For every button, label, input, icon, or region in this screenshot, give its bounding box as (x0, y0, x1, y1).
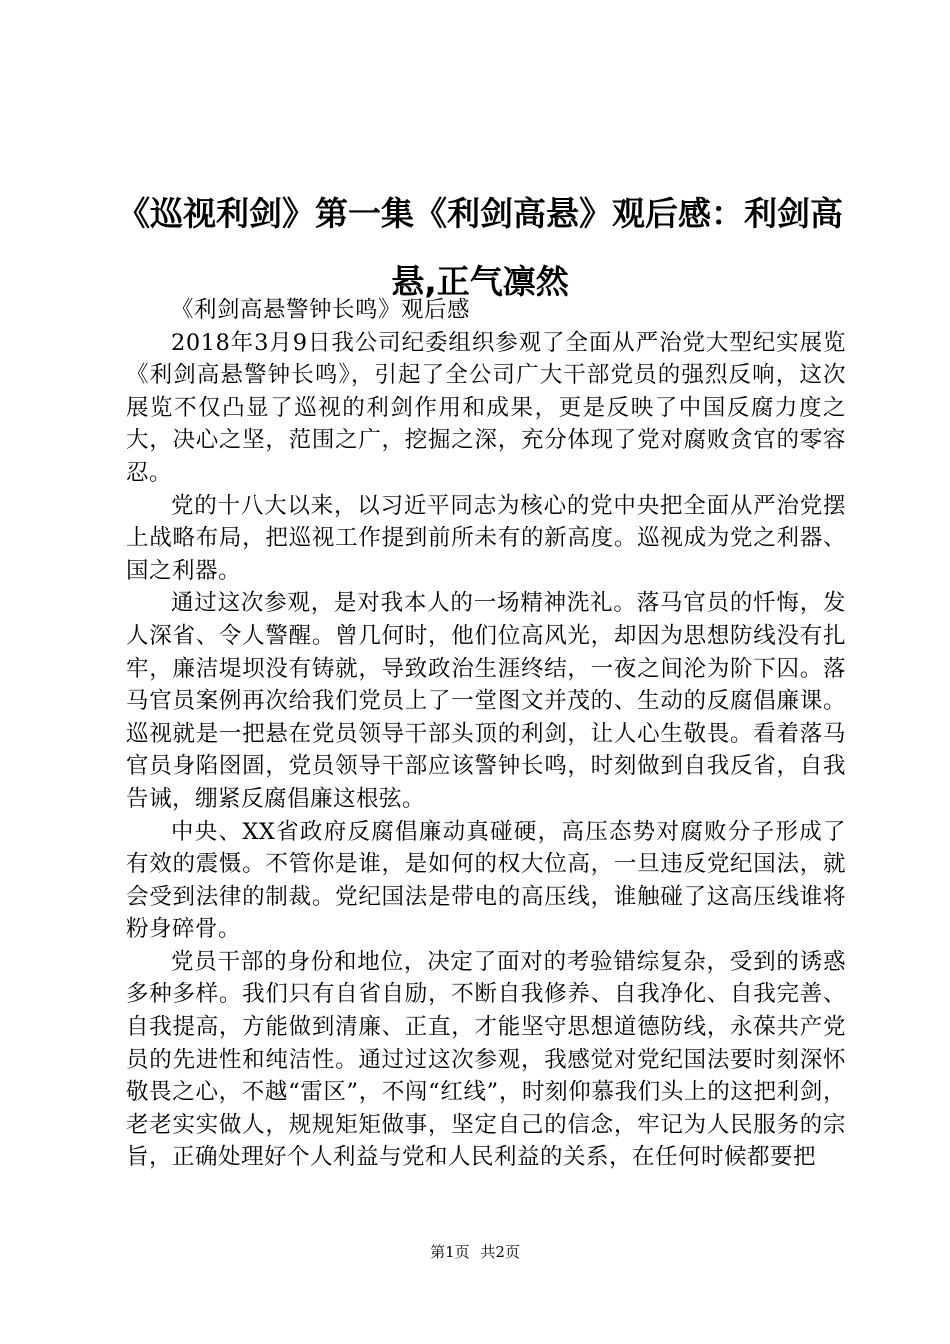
paragraph: 党员干部的身份和地位，决定了面对的考验错综复杂，受到的诱惑多种多样。我们只有自省自励，不断自我修养、自我净化、自我完善、自我提高，方能做到清廉、正直，才能坚守思想道德防线，永葆共产党员的先进性和纯洁性。通过过这次参观，我感觉对党纪国法要时刻深怀敬畏之心，不越“雷区”，不闯“红线”，时刻仰慕我们头上的这把利剑，老老实实做人，规规矩矩做事，坚定自己的信念，牢记为人民服务的宗旨，正确处理好个人利益与党和人民利益的关系，在任何时候都要把 (126, 948, 846, 1171)
document-title: 《巡视利剑》第一集《利剑高悬》观后感：利剑高悬,正气凛然 (117, 194, 843, 301)
page-number-total: 共2页 (480, 1243, 520, 1261)
paragraph: 中央、XX省政府反腐倡廉动真碰硬，高压态势对腐败分子形成了有效的震慑。不管你是谁，是如何的权大位高，一旦违反党纪国法，就会受到法律的制裁。党纪国法是带电的高压线，谁触碰了这高压线谁将粉身碎骨。 (126, 818, 846, 943)
paragraph: 通过这次参观，是对我本人的一场精神洗礼。落马官员的忏悔，发人深省、令人警醒。曾几何时，他们位高风光，却因为思想防线没有扎牢，廉洁堤坝没有铸就，导致政治生涯终结，一夜之间沦为阶下囚。落马官员案例再次给我们党员上了一堂图文并茂的、生动的反腐倡廉课。巡视就是一把悬在党员领导干部头顶的利剑，让人心生敬畏。看着落马官员身陷囹圄，党员领导干部应该警钟长鸣，时刻做到自我反省，自我告诫，绷紧反腐倡廉这根弦。 (126, 590, 846, 812)
paragraph-subtitle: 《利剑高悬警钟长鸣》观后感 (171, 297, 471, 323)
document-body (126, 294, 846, 1174)
paragraph: 2018年3月9日我公司纪委组织参观了全面从严治党大型纪实展览《利剑高悬警钟长鸣》，引起了全公司广大干部党员的强烈反响，这次展览不仅凸显了巡视的利剑作用和成果，更是反映了中国反腐力度之大，决心之坚，范围之广，挖掘之深，充分体现了党对腐败贪官的零容忍。 (126, 329, 846, 486)
page-footer (0, 1242, 950, 1262)
paragraph: 党的十八大以来，以习近平同志为核心的党中央把全面从严治党摆上战略布局，把巡视工作提到前所未有的新高度。巡视成为党之利器、国之利器。 (126, 492, 846, 584)
page-number-current: 第1页 (430, 1243, 470, 1261)
